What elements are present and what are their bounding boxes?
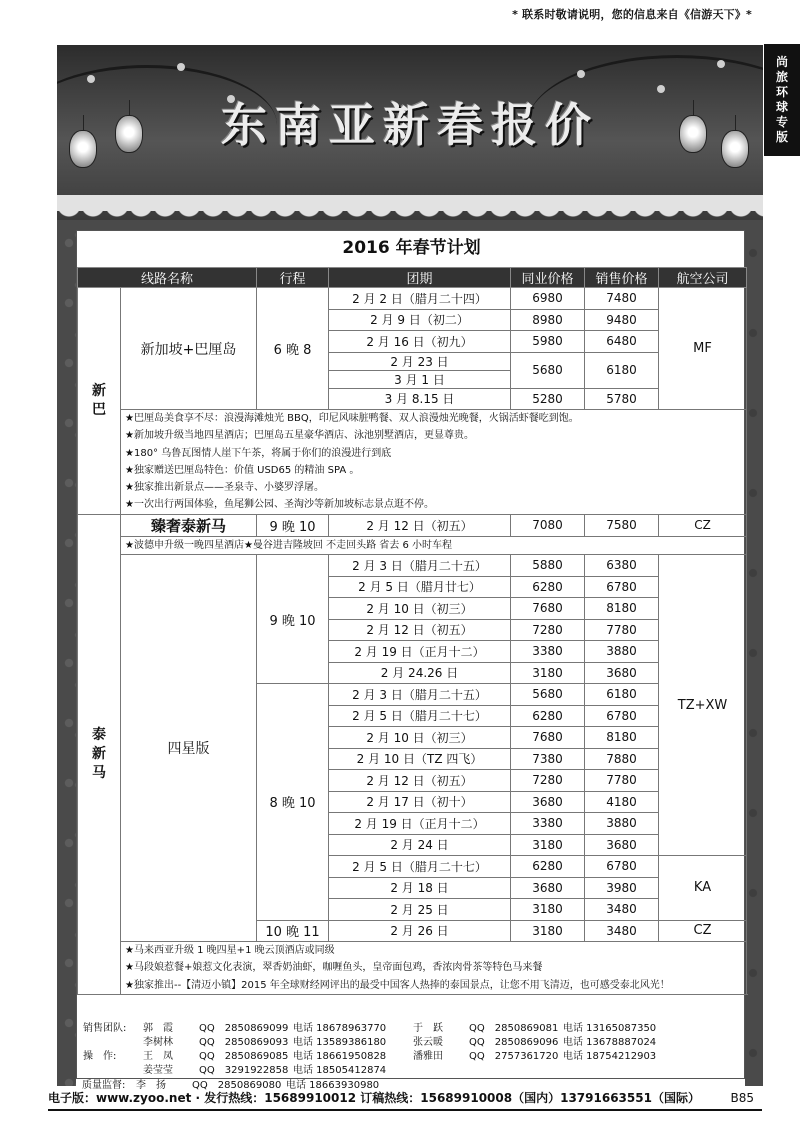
contact-name: 李 扬 [136,1080,166,1091]
notes-row [78,536,747,554]
contacts [77,1022,746,1079]
departure-date: 2 月 23 日 [329,352,511,370]
note-line: ★独家推出--【清迈小镇】2015 年全球财经网评出的最受中国客人热捧的泰国景点，让您不用飞清迈，也可感受泰北风光！ [125,979,670,991]
contact-line [83,1064,413,1078]
contact-phone: 电话 18663930980 [286,1080,380,1091]
note-line: ★马段娘惹餐+娘惹文化表演，翠香奶油虾，咖喱鱼头，皇帝面包鸡，香浓肉骨茶等特色马来餐 [125,962,543,974]
side-tab [764,44,800,156]
region-taixinma: 泰 新 马 [78,514,121,994]
contact-qq: QQ 2850869099 [199,1023,289,1034]
airline: CZ [659,514,747,536]
trade-price: 7280 [511,770,585,792]
contact-role: 销售团队: [83,1023,127,1034]
note-line: ★独家推出新景点——圣泉寺、小婆罗浮屠。 [125,482,324,494]
region-xinba: 新 巴 [78,288,121,515]
trip-length: 8 晚 10 [257,684,329,921]
contact-qq: QQ 3291922858 [199,1065,289,1076]
note-line: ★新加坡升级当地四星酒店；巴厘岛五星豪华酒店、泳池别墅酒店，更显尊贵。 [125,430,474,442]
header-trade-price: 同业价格 [511,268,585,288]
departure-date: 2 月 5 日（腊月廿七） [329,576,511,598]
trade-price: 5680 [511,352,585,388]
plan-title: 2016 年春节计划 [342,238,481,258]
route-name: 新加坡+巴厘岛 [121,288,257,410]
route-notes [121,536,747,554]
departure-date: 2 月 3 日（腊月二十五） [329,684,511,706]
note-line: ★独家赠送巴厘岛特色：价值 USD65 的精油 SPA 。 [125,464,360,476]
contact-phone: 电话 13589386180 [293,1037,387,1048]
sale-price: 5780 [585,388,659,410]
departure-date: 2 月 19 日（正月十二） [329,641,511,663]
sale-price: 7780 [585,619,659,641]
sale-price: 3980 [585,877,659,899]
contact-phone: 电话 13165087350 [563,1023,657,1034]
trip-length: 10 晚 11 [257,920,329,942]
contact-qq: QQ 2850869093 [199,1037,289,1048]
departure-date: 2 月 24.26 日 [329,662,511,684]
trade-price: 3680 [511,791,585,813]
note-line: ★马来西亚升级 1 晚四星+1 晚云顶酒店或同级 [125,945,335,957]
sale-price: 4180 [585,791,659,813]
side-tab-char: 旅 [775,70,788,84]
top-note: * 联系时敬请说明，您的信息来自《信游天下》* [512,8,752,21]
trade-price: 5680 [511,684,585,706]
trade-price: 6980 [511,288,585,310]
departure-date: 2 月 10 日（初三） [329,727,511,749]
contact-qq: QQ 2850869080 [192,1080,282,1091]
contact-line [83,1050,683,1064]
departure-date: 3 月 8.15 日 [329,388,511,410]
contact-phone: 电话 18505412874 [293,1065,387,1076]
contact-name: 于 跃 [413,1023,443,1034]
route-name: 四星版 [121,555,257,942]
departure-date: 2 月 24 日 [329,834,511,856]
banner-title: 东南亚新春报价 [221,98,599,152]
contact-qq: QQ 2850869085 [199,1051,289,1062]
trade-price: 3380 [511,641,585,663]
airline: TZ+XW [659,555,747,856]
route-notes [121,410,747,515]
departure-date: 2 月 26 日 [329,920,511,942]
departure-date: 2 月 5 日（腊月二十七） [329,705,511,727]
trade-price: 6280 [511,705,585,727]
blossom-decoration [577,70,585,78]
departure-date: 2 月 12 日（初五） [329,619,511,641]
trade-price: 3180 [511,899,585,921]
trade-price: 7680 [511,598,585,620]
trade-price: 6280 [511,856,585,878]
contact-phone: 电话 18678963770 [293,1023,387,1034]
header-date: 团期 [329,268,511,288]
note-line: ★一次出行两国体验，鱼尾狮公园、圣淘沙等新加坡标志景点逛不停。 [125,499,434,511]
trade-price: 7280 [511,619,585,641]
note-line: ★巴厘岛美食享不尽：浪漫海滩烛光 BBQ，印尼风味脏鸭餐、双人浪漫烛光晚餐，火锅活虾餐吃到饱。 [125,413,579,424]
route-name: 臻奢泰新马 [121,514,257,536]
sale-price: 3680 [585,834,659,856]
sale-price: 6780 [585,705,659,727]
trade-price: 5980 [511,331,585,353]
blossom-decoration [177,63,185,71]
sale-price: 6480 [585,331,659,353]
price-panel [76,230,745,1079]
blossom-decoration [87,75,95,83]
sale-price: 3880 [585,813,659,835]
departure-date: 2 月 10 日（初三） [329,598,511,620]
trip-length: 9 晚 10 [257,514,329,536]
airline: KA [659,856,747,921]
price-table [77,267,747,995]
sale-price: 8180 [585,598,659,620]
trade-price: 7680 [511,727,585,749]
departure-date: 2 月 19 日（正月十二） [329,813,511,835]
note-line: ★180° 乌鲁瓦图情人崖下午茶，将属于你们的浪漫进行到底 [125,447,392,459]
departure-date: 2 月 25 日 [329,899,511,921]
trade-price: 3180 [511,662,585,684]
footer-info: 电子版：www.zyoo.net · 发行热线：15689910012 订稿热线：15689910008（国内）13791663551（国际） [48,1091,700,1105]
header-sale-price: 销售价格 [585,268,659,288]
contact-line [83,1022,683,1036]
trade-price: 3180 [511,834,585,856]
trip-length: 9 晚 10 [257,555,329,684]
departure-date: 2 月 5 日（腊月二十七） [329,856,511,878]
route-notes [121,942,747,995]
contact-phone: 电话 18754212903 [563,1051,657,1062]
contact-qq: QQ 2757361720 [469,1051,559,1062]
departure-date: 2 月 2 日（腊月二十四） [329,288,511,310]
contact-name: 李树林 [143,1037,173,1048]
contact-name: 潘雅田 [413,1051,443,1062]
trip-length: 6 晚 8 [257,288,329,410]
side-tab-char: 球 [775,100,788,114]
table-row [78,288,747,310]
trade-price: 5880 [511,555,585,577]
departure-date: 2 月 12 日（初五） [329,514,511,536]
sale-price: 6780 [585,856,659,878]
sale-price: 7580 [585,514,659,536]
sale-price: 7480 [585,288,659,310]
contact-line [83,1036,683,1050]
sale-price: 3880 [585,641,659,663]
airline: CZ [659,920,747,942]
sale-price: 6380 [585,555,659,577]
contact-phone: 电话 18661950828 [293,1051,387,1062]
departure-date: 3 月 1 日 [329,370,511,388]
table-header [78,268,747,288]
departure-date: 2 月 9 日（初二） [329,309,511,331]
trade-price: 8980 [511,309,585,331]
page-frame [57,45,763,1091]
contact-qq: QQ 2850869096 [469,1037,559,1048]
contact-name: 姜莹莹 [143,1065,173,1076]
sale-price: 7780 [585,770,659,792]
blossom-decoration [717,60,725,68]
trade-price: 7080 [511,514,585,536]
trade-price: 3380 [511,813,585,835]
sale-price: 7880 [585,748,659,770]
table-row [78,514,747,536]
sale-price: 3480 [585,920,659,942]
table-row [78,555,747,577]
header-trip: 行程 [257,268,329,288]
contact-role: 操 作: [83,1051,117,1062]
contact-phone: 电话 13678887024 [563,1037,657,1048]
banner [57,45,763,220]
sale-price: 8180 [585,727,659,749]
notes-row [78,942,747,995]
contact-name: 张云暖 [413,1037,443,1048]
departure-date: 2 月 17 日（初十） [329,791,511,813]
sale-price: 3680 [585,662,659,684]
departure-date: 2 月 12 日（初五） [329,770,511,792]
side-tab-char: 专 [775,115,788,129]
airline: MF [659,288,747,410]
sale-price: 6780 [585,576,659,598]
sale-price: 6180 [585,352,659,388]
contact-role: 质量监督: [82,1080,126,1091]
notes-row [78,410,747,515]
header-airline: 航空公司 [659,268,747,288]
contact-name: 郭 霞 [143,1023,173,1034]
header-route: 线路名称 [78,268,257,288]
departure-date: 2 月 18 日 [329,877,511,899]
note-line: ★波德申升级一晚四星酒店★曼谷进吉隆坡回 不走回头路 省去 6 小时车程 [125,539,453,551]
side-tab-char: 环 [775,85,788,99]
sale-price: 6180 [585,684,659,706]
sale-price: 9480 [585,309,659,331]
sale-price: 3480 [585,899,659,921]
contact-name: 王 凤 [143,1051,173,1062]
scallop-border [57,205,763,220]
trade-price: 5280 [511,388,585,410]
trade-price: 6280 [511,576,585,598]
side-tab-char: 尚 [775,55,788,69]
departure-date: 2 月 3 日（腊月二十五） [329,555,511,577]
page-number: B85 [730,1091,754,1105]
contact-qq: QQ 2850869081 [469,1023,559,1034]
footer-rule [48,1109,762,1111]
trade-price: 3180 [511,920,585,942]
departure-date: 2 月 10 日（TZ 四飞） [329,748,511,770]
departure-date: 2 月 16 日（初九） [329,331,511,353]
trade-price: 3680 [511,877,585,899]
trade-price: 7380 [511,748,585,770]
side-tab-char: 版 [775,130,788,144]
